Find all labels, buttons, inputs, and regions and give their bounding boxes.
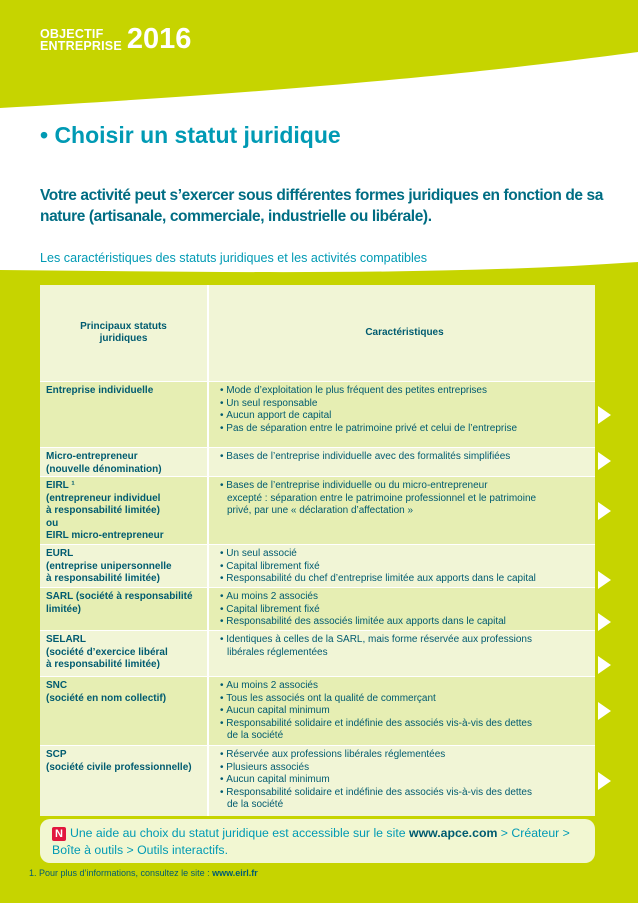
row-description — [207, 448, 595, 476]
header-statuts: Principaux statuts juridiques — [80, 320, 167, 344]
header-caracteristiques-text: Caractéristiques — [365, 327, 444, 339]
list-item: • Plusieurs associés — [220, 762, 589, 775]
table-subtitle: Les caractéristiques des statuts juridiques et les activités compatibles — [40, 251, 428, 265]
page-title: • Choisir un statut juridique — [40, 122, 341, 148]
table-row — [40, 631, 595, 677]
list-item: • Mode d’exploitation le plus fréquent des petites entreprises — [220, 385, 589, 398]
table-header-row — [40, 285, 595, 382]
chevron-right-icon — [598, 452, 611, 470]
row-label — [40, 477, 207, 544]
logo-line-1: OBJECTIF — [40, 27, 104, 41]
row-description — [207, 382, 595, 447]
note-text-after: > Créateur > Boîte à outils > Outils interactifs. — [52, 826, 570, 857]
row-label-text: Micro-entrepreneur (nouvelle dénomination) — [46, 451, 162, 475]
row-label — [40, 677, 207, 745]
list-item: • Responsabilité solidaire et indéfinie des associés vis-à-vis des dettes de la société — [220, 718, 589, 743]
list-item: • Au moins 2 associés — [220, 591, 589, 604]
n-badge-icon: N — [52, 827, 66, 841]
row-label-text: EIRL ¹ (entrepreneur individuel à responsabilité limitée) ou EIRL micro-entrepreneur — [46, 480, 164, 541]
list-item: • Un seul associé — [220, 548, 589, 561]
table-row — [40, 382, 595, 448]
info-note — [40, 819, 595, 863]
table-row — [40, 746, 595, 816]
table-row — [40, 588, 595, 631]
chevron-right-icon — [598, 772, 611, 790]
list-item: • Aucun capital minimum — [220, 705, 589, 718]
list-item: • Un seul responsable — [220, 398, 589, 411]
list-item: • Responsabilité du chef d’entreprise limitée aux apports dans le capital — [220, 573, 589, 586]
footnote — [29, 868, 258, 878]
logo-line-2: ENTREPRISE — [40, 39, 122, 53]
table-row — [40, 545, 595, 588]
row-label — [40, 448, 207, 476]
list-item: • Bases de l’entreprise individuelle avec des formalités simplifiées — [220, 451, 589, 464]
row-label — [40, 545, 207, 587]
table-row — [40, 677, 595, 746]
row-label — [40, 631, 207, 676]
row-label-text: EURL (entreprise unipersonnelle à responsabilité limitée) — [46, 548, 172, 584]
list-item: • Capital librement fixé — [220, 561, 589, 574]
row-label-text: SELARL (société d’exercice libéral à responsabilité limitée) — [46, 634, 168, 670]
list-item: • Bases de l’entreprise individuelle ou du micro-entrepreneur excepté : séparation entre le patrimoine professionnel et le patrimoine privé, par une « déclaration d’affectation » — [220, 480, 589, 518]
row-description — [207, 545, 595, 587]
row-label — [40, 746, 207, 816]
chevron-right-icon — [598, 702, 611, 720]
intro-paragraph: Votre activité peut s’exercer sous différentes formes juridiques en fonction de sa nature (artisanale, commerciale, industrielle ou libérale). — [40, 187, 603, 225]
list-item: • Capital librement fixé — [220, 604, 589, 617]
logo-year: 2016 — [126, 23, 192, 55]
chevron-right-icon — [598, 571, 611, 589]
table-row — [40, 448, 595, 477]
row-label-text: SNC (société en nom collectif) — [46, 680, 167, 704]
row-description — [207, 631, 595, 676]
row-description — [207, 746, 595, 816]
footnote-text: 1. Pour plus d’informations, consultez le site : — [29, 868, 213, 878]
list-item: • Aucun capital minimum — [220, 774, 589, 787]
legal-status-table — [40, 285, 595, 816]
row-label-text: Entreprise individuelle — [46, 385, 154, 396]
list-item: • Pas de séparation entre le patrimoine privé et celui de l’entreprise — [220, 423, 589, 436]
list-item: • Responsabilité solidaire et indéfinie des associés vis-à-vis des dettes de la société — [220, 787, 589, 812]
list-item: • Identiques à celles de la SARL, mais forme réservée aux professions libérales réglementées — [220, 634, 589, 659]
row-label — [40, 382, 207, 447]
chevron-right-icon — [598, 502, 611, 520]
objectif-entreprise-logo — [40, 23, 192, 55]
eirl-link[interactable]: www.eirl.fr — [212, 868, 258, 878]
row-label-text: SARL (société à responsabilité limitée) — [46, 591, 193, 615]
apce-link[interactable]: www.apce.com — [409, 826, 498, 840]
row-label-text: SCP (société civile professionnelle) — [46, 749, 192, 773]
list-item: • Responsabilité des associés limitée aux apports dans le capital — [220, 616, 589, 629]
list-item: • Au moins 2 associés — [220, 680, 589, 693]
row-description — [207, 677, 595, 745]
chevron-right-icon — [598, 656, 611, 674]
chevron-right-icon — [598, 406, 611, 424]
list-item: • Aucun apport de capital — [220, 410, 589, 423]
list-item: • Réservée aux professions libérales réglementées — [220, 749, 589, 762]
row-label — [40, 588, 207, 630]
row-description — [207, 588, 595, 630]
header-caracteristiques — [207, 285, 595, 381]
row-description — [207, 477, 595, 544]
chevron-right-icon — [598, 613, 611, 631]
note-text: Une aide au choix du statut juridique est accessible sur le site — [69, 826, 409, 840]
list-item: • Tous les associés ont la qualité de commerçant — [220, 693, 589, 706]
table-row — [40, 477, 595, 545]
